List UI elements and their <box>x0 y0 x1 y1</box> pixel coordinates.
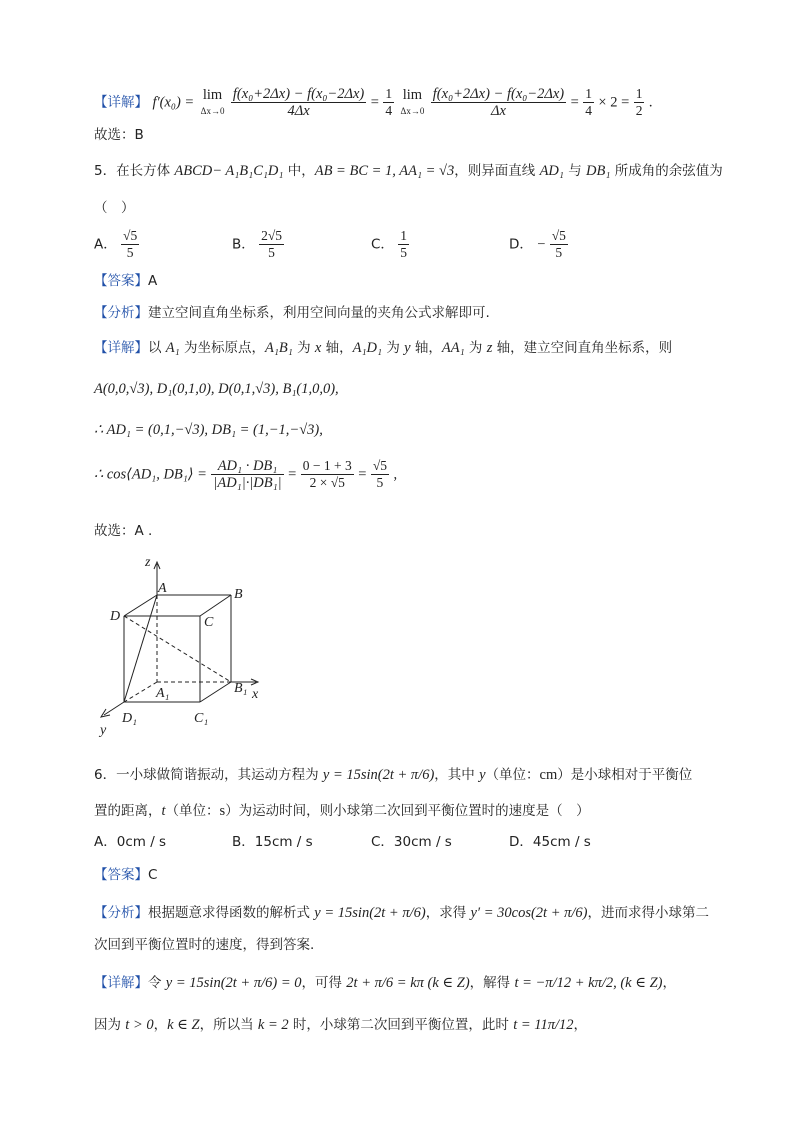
q6-stem2-e: ）为运动时间，则小球第二次回到平衡位置时的速度是（ ） <box>225 803 590 819</box>
label-D1: D₁ <box>122 711 137 726</box>
q6-detail-solution: t = −π/12 + kπ/2, (k ∈ Z) <box>514 975 663 991</box>
analysis-tag: 【分析】 <box>94 905 148 921</box>
q5-detail-o: 轴，建立空间直角坐标系，则 <box>492 340 673 356</box>
q5-detail <box>94 337 672 359</box>
q5-detail-i: 为 <box>382 340 405 356</box>
q5-option-b <box>232 228 284 261</box>
q6-t-positive: t > 0 <box>125 1017 154 1033</box>
q6-k-two: k = 2 <box>257 1017 289 1033</box>
q6-stem2-c: （单位： <box>165 803 220 819</box>
q5-stem-a: 5．在长方体 <box>94 163 175 179</box>
q5-y: y <box>404 340 411 356</box>
cos-end: , <box>393 466 398 483</box>
y-axis <box>104 702 124 715</box>
q6-last-e: ，所以当 <box>199 1017 258 1033</box>
label-C1: C₁ <box>194 711 209 726</box>
q6-last-c: ， <box>153 1017 168 1033</box>
q5-stem-c: 中， <box>283 163 315 179</box>
q6-option-c: C．30cm / s <box>371 834 452 850</box>
q5-z: z <box>486 340 493 356</box>
label-z: z <box>145 555 151 570</box>
label-B: B <box>234 587 243 602</box>
q6-last-line <box>94 1014 587 1036</box>
q5-detail-m: 为 <box>464 340 487 356</box>
times-two: × 2 = <box>598 94 630 111</box>
option-d-value: $\frac{√5}{5}$ <box>551 228 566 260</box>
q6-detail-e: ，解得 <box>469 975 515 991</box>
detail-tag: 【详解】 <box>94 340 148 356</box>
q6-equation: y = 15sin(2t + π/6) <box>322 767 435 783</box>
q5-coordinates: A(0,0,√3), D₁(0,1,0), D(0,1,√3), B₁(1,0,0), <box>94 381 339 397</box>
q5-line-ad1: AD₁ <box>539 163 564 179</box>
detail-tag: 【详解】 <box>94 975 148 991</box>
label-B1: B₁ <box>234 681 248 696</box>
q6-detail-eq: y = 15sin(2t + π/6) = 0 <box>165 975 302 991</box>
q5-lengths: AB = BC = 1, AA₁ = √3 <box>314 163 455 179</box>
segment-A-D1 <box>124 595 157 702</box>
q4-detail-line <box>94 86 653 119</box>
q5-analysis-text: 建立空间直角坐标系，利用空间向量的夹角公式求解即可. <box>148 305 490 321</box>
fraction-2: $\frac{\text{f(x₀+2Δx) − f(x₀−2Δx)}}{\Delta x}$ <box>432 86 565 119</box>
label-A1: A₁ <box>156 686 170 701</box>
q6-analysis-1 <box>94 902 709 924</box>
edge-D-A <box>124 595 157 616</box>
q5-prism: ABCD− A₁B₁C₁D₁ <box>174 163 284 179</box>
option-d-sign: − <box>537 236 546 253</box>
label-x: x <box>252 687 259 702</box>
equals-2: = <box>570 94 579 111</box>
q6-detail-g: ， <box>662 975 676 991</box>
q6-answer <box>94 864 157 886</box>
q5-line-db1: DB₁ <box>586 163 611 179</box>
q6-analysis-a: 根据题意求得函数的解析式 <box>148 905 315 921</box>
q6-analysis-func: y = 15sin(2t + π/6) <box>314 905 426 921</box>
q6-detail-a: 令 <box>148 975 166 991</box>
q6-stem-c: ，其中 <box>434 767 480 783</box>
q6-unit-cm: cm <box>539 767 558 783</box>
q6-k-int: k ∈ Z <box>167 1017 200 1033</box>
q6-stem-g: ）是小球相对于平衡位 <box>557 767 693 783</box>
q5-axis-line-z: AA₁ <box>441 340 465 356</box>
label-y: y <box>100 723 107 738</box>
option-a-value: $\frac{√5}{5}$ <box>123 228 138 260</box>
cos-eq: = <box>288 466 297 483</box>
option-d-label: D． <box>509 236 533 253</box>
q6-stem2-a: 置的距离， <box>94 803 162 819</box>
q5-stem <box>94 160 723 182</box>
quarter-1: $\frac{1}{4}$ <box>385 86 393 118</box>
q5-stem-i: 所成角的余弦值为 <box>610 163 723 179</box>
q6-analysis-e: ，进而求得小球第二 <box>587 905 709 921</box>
q6-option-a: A．0cm / s <box>94 834 167 850</box>
period: . <box>648 94 653 111</box>
q6-last-g: 时，小球第二次回到平衡位置，此时 <box>288 1017 514 1033</box>
q5-detail-a: 以 <box>148 340 166 356</box>
cos-fraction-1: $\frac{\text{AD₁ · DB₁}}{\text{|AD₁|·|DB₁|}}$ <box>213 458 282 491</box>
q5-stem-e: ，则异面直线 <box>454 163 540 179</box>
label-C: C <box>204 615 214 630</box>
edge-C-B <box>200 595 231 616</box>
q6-analysis-deriv: y′ = 30cos(2t + π/6) <box>470 905 588 921</box>
answer-tag: 【答案】 <box>94 867 148 883</box>
q5-choice: 故选：A . <box>94 523 153 539</box>
q6-stem-2 <box>94 800 590 822</box>
limit-2: lim Δx→0 <box>400 86 425 116</box>
q5-axis-line-x: A₁B₁ <box>265 340 293 356</box>
equals-1: = <box>370 94 379 111</box>
q6-answer-value: C <box>148 867 158 883</box>
cuboid-figure <box>90 552 280 752</box>
q5-cosine <box>94 458 397 491</box>
fraction-1: $\frac{\text{f(x₀+2Δx) − f(x₀−2Δx)}}{4\Delta x}$ <box>232 86 365 119</box>
q6-last-a: 因为 <box>94 1017 126 1033</box>
q5-analysis <box>94 302 490 324</box>
q6-detail <box>94 972 676 994</box>
q5-paren: （ ） <box>94 200 135 216</box>
q5-detail-e: 为 <box>292 340 315 356</box>
q5-origin: A₁ <box>165 340 180 356</box>
q6-analysis-c: ，求得 <box>425 905 471 921</box>
y-arrow <box>101 709 110 717</box>
q6-stem-1 <box>94 764 692 786</box>
quarter-2: $\frac{1}{4}$ <box>585 86 592 118</box>
half: $\frac{1}{2}$ <box>635 86 643 118</box>
detail-tag: 【详解】 <box>94 94 148 111</box>
q6-stem-e: （单位： <box>485 767 540 783</box>
q5-axis-line-y: A₁D₁ <box>352 340 383 356</box>
q5-x: x <box>314 340 322 356</box>
q5-option-c <box>371 228 409 261</box>
answer-tag: 【答案】 <box>94 273 148 289</box>
q5-detail-g: 轴， <box>321 340 353 356</box>
q5-option-a <box>94 228 139 261</box>
q6-option-d: D．45cm / s <box>509 834 591 850</box>
q6-option-b: B．15cm / s <box>232 834 313 850</box>
label-A: A <box>158 581 167 596</box>
derivative-head: f′(x₀) = <box>152 94 195 111</box>
q6-detail-c: ，可得 <box>301 975 347 991</box>
q6-analysis-2: 次回到平衡位置时的速度，得到答案. <box>94 937 315 953</box>
q5-vectors: ∴ AD₁ = (0,1,−√3), DB₁ = (1,−1,−√3), <box>94 422 323 438</box>
q5-stem-g: 与 <box>563 163 587 179</box>
option-c-value: $\frac{1}{5}$ <box>400 228 407 260</box>
q6-t: t <box>161 803 166 819</box>
q5-answer-value: A <box>148 273 158 289</box>
q5-detail-c: 为坐标原点， <box>179 340 265 356</box>
cos-head: ∴ cos⟨AD₁, DB₁⟩ = <box>94 466 207 483</box>
q4-choice: 故选：B <box>94 127 144 143</box>
q5-option-d <box>509 228 568 261</box>
cos-eq-2: = <box>358 466 367 483</box>
cos-fraction-2: $\frac{0 - 1 + 3}{2 \times √5}$ <box>302 458 352 490</box>
q6-stem-a: 6．一小球做简谐振动，其运动方程为 <box>94 767 323 783</box>
limit-1: lim Δx→0 <box>200 86 225 116</box>
q6-detail-phase: 2t + π/6 = kπ (k ∈ Z) <box>346 975 470 991</box>
cos-fraction-3: $\frac{√5}{5}$ <box>372 458 388 490</box>
q5-answer <box>94 270 157 292</box>
q6-unit-s: s <box>219 803 226 819</box>
option-a-label: A． <box>94 236 117 253</box>
q6-last-i: ， <box>573 1017 588 1033</box>
analysis-tag: 【分析】 <box>94 305 148 321</box>
option-b-label: B． <box>232 236 255 253</box>
edge-C1-B1 <box>200 682 231 702</box>
q6-y: y <box>479 767 486 783</box>
label-D: D <box>110 609 121 624</box>
option-b-value: $\frac{2√5}{5}$ <box>261 228 282 260</box>
q6-t-value: t = 11π/12 <box>513 1017 574 1033</box>
q5-detail-k: 轴， <box>410 340 442 356</box>
option-c-label: C． <box>371 236 394 253</box>
